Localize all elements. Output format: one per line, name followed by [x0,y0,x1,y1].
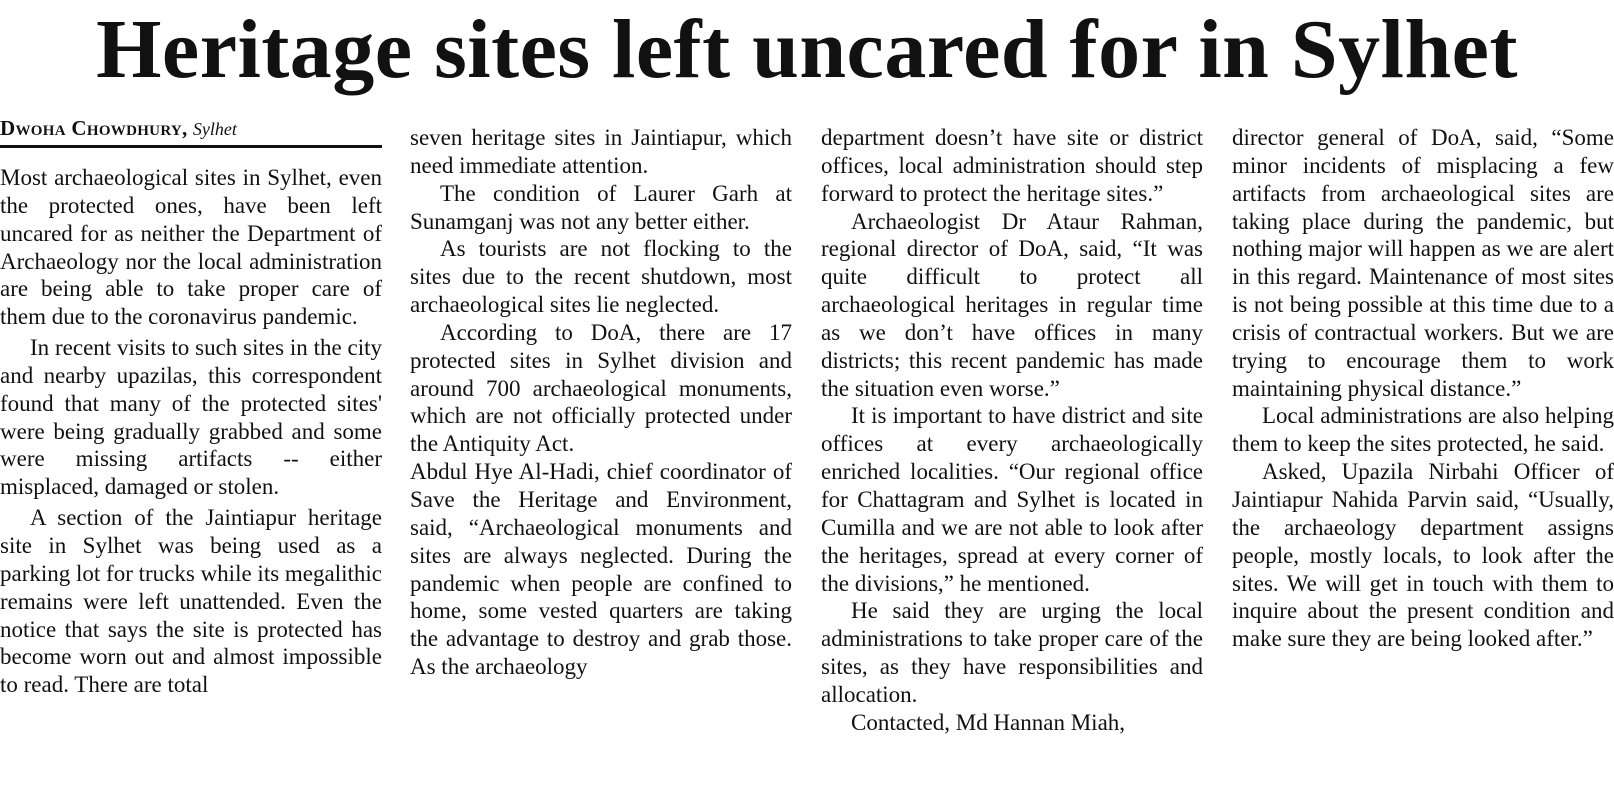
article-column-2 [410,124,792,681]
paragraph: Local administrations are also helping them to keep the sites protected, he said. [1232,403,1614,457]
paragraph: The condition of Laurer Garh at Sunamganj was not any better either. [410,180,792,234]
headline: Heritage sites left uncared for in Sylhet [96,3,1518,96]
paragraph: He said they are urging the local administrations to take proper care of the sites, as they have responsibilities and allocation. [821,598,1203,707]
paragraph: Asked, Upazila Nirbahi Officer of Jaintiapur Nahida Parvin said, “Usually, the archaeology department assigns people, mostly locals, to look after the sites. We will get in touch with them to inquire about the present condition and make sure they are being looked after.” [1232,459,1614,652]
paragraph: A section of the Jaintiapur heritage site in Sylhet was being used as a parking lot for trucks while its megalithic remains were left unattended. Even the notice that says the site is protected has become worn out and almost impossible to read. There are total [0,505,382,698]
byline-author: Dwoha Chowdhury, [0,116,188,140]
paragraph: According to DoA, there are 17 protected sites in Sylhet division and around 700 archaeological monuments, which are not officially protected under the Antiquity Act. [410,319,792,457]
paragraph: seven heritage sites in Jaintiapur, which need immediate attention. [410,125,792,178]
byline-location: Sylhet [192,119,237,139]
article-column-4 [1232,124,1614,653]
paragraph: Abdul Hye Al-Hadi, chief coordinator of Save the Heritage and Environment, said, “Archaeological monuments and sites are always neglected. During the pandemic when people are confined to home, some vested quarters are taking the advantage to destroy and grab those. As the archaeology [410,459,792,680]
paragraph: In recent visits to such sites in the city and nearby upazilas, this correspondent found that many of the protected sites' were being gradually grabbed and some were missing artifacts -- either misplaced, damaged or stolen. [0,335,382,500]
paragraph: Contacted, Md Hannan Miah, [851,709,1126,735]
paragraph: director general of DoA, said, “Some minor incidents of misplacing a few artifacts from archaeological sites are taking place during the pandemic, but nothing major will happen as we are alert in this regard. Maintenance of most sites is not being possible at this time due to a crisis of contractual workers. But we are trying to encourage them to work maintaining physical distance.” [1232,125,1614,401]
paragraph: As tourists are not flocking to the sites due to the recent shutdown, most archaeological sites lie neglected. [410,236,792,318]
article-column-1 [0,164,382,699]
byline [0,116,382,148]
paragraph: department doesn’t have site or district offices, local administration should step forward to protect the heritage sites.” [821,125,1203,206]
article-column-3 [821,124,1203,737]
paragraph: Most archaeological sites in Sylhet, even the protected ones, have been left uncared for as neither the Department of Archaeology nor the local administration are being able to take proper care of them due to the coronavirus pandemic. [0,165,382,330]
paragraph: It is important to have district and site offices at every archaeologically enriched localities. “Our regional office for Chattagram and Sylhet is located in Cumilla and we are not able to look after the heritages, spread at every corner of the divisions,” he mentioned. [821,403,1203,596]
paragraph: Archaeologist Dr Ataur Rahman, regional director of DoA, said, “It was quite difficult to protect all archaeological heritages in regular time as we don’t have offices in many districts; this recent pandemic has made the situation even worse.” [821,208,1203,401]
